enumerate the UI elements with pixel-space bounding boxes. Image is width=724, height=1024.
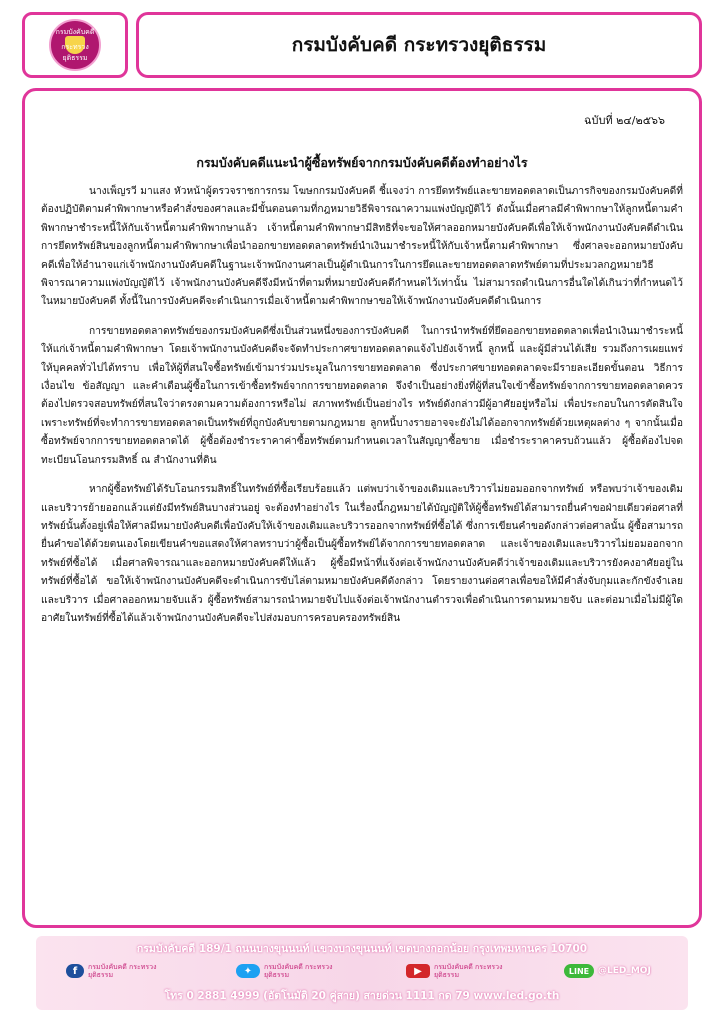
- facebook-icon: f: [66, 964, 84, 978]
- paragraph-1: นางเพ็ญรวี มาแสง หัวหน้าผู้ตรวจราชการกรม โฆษกกรมบังคับคดี ชี้แจงว่า การยึดทรัพย์และขายทอดตลาดเป็นภารกิจของกรมบังคับคดีที่ต้องปฏิบัติตามคำพิพากษาหรือคำสั่งของศาลและมีขั้นตอนตามที่กฎหมายวิธีพิจารณาความแพ่งบัญญัติไว้ ดังนั้นเมื่อศาลมีคำพิพากษาให้ลูกหนี้ตามคำพิพากษาชำระหนี้ให้กับเจ้าหนี้ตามคำพิพากษาแล้ว เจ้าหนี้ตามคำพิพากษามีสิทธิที่จะขอให้ศาลออกหมายบังคับคดีเพื่อให้เจ้าพนักงานบังคับคดีดำเนินการยึดทรัพย์สินของลูกหนี้ตามคำพิพากษาเพื่อนำออกขายทอดตลาดทรัพย์นำเงินมาชำระหนี้ให้กับเจ้าหนี้ตามคำพิพากษา ซึ่งศาลจะออกหมายบังคับคดีเพื่อให้อำนาจแก่เจ้าพนักงานบังคับคดีในฐานะเจ้าพนักงานศาลเป็นผู้ดำเนินการในการยึดและขายทอดตลาดทรัพย์ตามที่ประมวลกฎหมายวิธีพิจารณาความแพ่งบัญญัติไว้ เจ้าพนักงานบังคับคดีจึงมีหน้าที่ตามที่หมายบังคับคดีกำหนดไว้เท่านั้น ไม่สามารถดำเนินการอื่นใดได้เกินว่าที่กำหนดไว้ในหมายบังคับคดี ทั้งนี้ในการบังคับคดีจะดำเนินการเมื่อเจ้าหนี้ตามคำพิพากษาขอให้เจ้าพนักงานบังคับคดีดำเนินการ: [41, 186, 683, 308]
- paragraph-2: การขายทอดตลาดทรัพย์ของกรมบังคับคดีซึ่งเป็นส่วนหนึ่งของการบังคับคดี ในการนำทรัพย์ที่ยึดออกขายทอดตลาดเพื่อนำเงินมาชำระหนี้ให้แก่เจ้าหนี้ตามคำพิพากษา โดยเจ้าพนักงานบังคับคดีจะจัดทำประกาศขายทอดตลาดแจ้งไปยังเจ้าหนี้ ลูกหนี้ และผู้มีส่วนได้เสีย รวมถึงการเผยแพร่ให้บุคคลทั่วไปได้ทราบ เพื่อให้ผู้ที่สนใจซื้อทรัพย์เข้ามาร่วมประมูลในการขายทอดตลาด ซึ่งประกาศขายทอดตลาดจะมีรายละเอียดขั้นตอน วิธีการ เงื่อนไข ข้อสัญญา และคำเตือนผู้ซื้อในการเข้าซื้อทรัพย์จากการขายทอดตลาด จึงจำเป็นอย่างยิ่งที่ผู้ที่สนใจเข้าซื้อทรัพย์จากการขายทอดตลาดควรต้องไปตรวจสอบทรัพย์ที่สนใจว่าตรงตามความต้องการหรือไม่ สภาพทรัพย์เป็นอย่างไร ทรัพย์ดังกล่าวมีผู้อาศัยอยู่หรือไม่ เพื่อประกอบในการตัดสินใจเพราะทรัพย์ที่จะทำการขายทอดตลาดเป็นทรัพย์ที่ถูกบังคับขายตามกฎหมาย ลูกหนี้บางรายอาจจะยังไม่ได้ออกจากทรัพย์ด้วยเหตุผลต่าง ๆ จากนั้นเมื่อซื้อทรัพย์จากการขายทอดตลาดได้ ผู้ซื้อต้องชำระราคาค่าซื้อทรัพย์ตามกำหนดเวลาในสัญญาซื้อขาย เมื่อชำระราคาครบถ้วนแล้ว ผู้ซื้อต้องไปจดทะเบียนโอนกรรมสิทธิ์ ณ สำนักงานที่ดิน: [41, 325, 683, 466]
- youtube-icon: ▶: [406, 964, 430, 978]
- youtube-label: กรมบังคับคดี กระทรวงยุติธรรม: [434, 963, 503, 979]
- header-title-box: [136, 12, 702, 78]
- youtube-link[interactable]: [406, 960, 504, 982]
- seal-emblem: [49, 19, 101, 71]
- line-label: @LED_MOJ: [598, 966, 651, 976]
- document-heading: กรมบังคับคดีแนะนำผู้ซื้อทรัพย์จากกรมบังคับคดีต้องทำอย่างไร: [196, 155, 528, 170]
- twitter-label: กรมบังคับคดี กระทรวงยุติธรรม: [264, 963, 333, 979]
- footer-contact: โทร 0 2881 4999 (อัตโนมัติ 20 คู่สาย) สายด่วน 1111 กด 79 www.led.go.th: [164, 990, 560, 1002]
- facebook-label: กรมบังคับคดี กระทรวงยุติธรรม: [88, 963, 157, 979]
- logo-line-2: กระทรวงยุติธรรม: [61, 43, 89, 62]
- line-link[interactable]: [564, 960, 651, 982]
- document-panel: [22, 88, 702, 928]
- twitter-icon: ✦: [236, 964, 260, 978]
- facebook-link[interactable]: [66, 960, 158, 982]
- department-logo: [22, 12, 128, 78]
- twitter-link[interactable]: [236, 960, 334, 982]
- page-title: กรมบังคับคดี กระทรวงยุติธรรม: [291, 34, 547, 56]
- document-body: [41, 183, 683, 639]
- paragraph-3: หากผู้ซื้อทรัพย์ได้รับโอนกรรมสิทธิ์ในทรัพย์ที่ซื้อเรียบร้อยแล้ว แต่พบว่าเจ้าของเดิมและบริวารไม่ยอมออกจากทรัพย์ หรือพบว่าเจ้าของเดิมและบริวารย้ายออกแล้วแต่ยังมีทรัพย์สินบางส่วนอยู่ จะต้องทำอย่างไร ในเรื่องนี้กฎหมายได้บัญญัติให้ผู้ซื้อทรัพย์ได้สามารถยื่นคำขอฝ่ายเดียวต่อศาลที่ทรัพย์นั้นตั้งอยู่เพื่อให้ศาลมีหมายบังคับคดีเพื่อบังคับให้เจ้าของเดิมและบริวารออกจากทรัพย์ที่ซื้อได้ ซึ่งการเขียนคำขอดังกล่าวต่อศาลนั้น ผู้ซื้อสามารถยื่นคำขอได้ด้วยตนเองโดยเขียนคำขอแสดงให้ศาลทราบว่าผู้ซื้อเป็นผู้ซื้อทรัพย์ได้จากการขายทอดตลาด และเจ้าของเดิมและบริวารไม่ยอมออกจากทรัพย์ที่ซื้อได้ เมื่อศาลพิจารณาและออกหมายบังคับคดีให้แล้ว ผู้ซื้อมีหน้าที่แจ้งต่อเจ้าพนักงานบังคับคดีว่าเจ้าของเดิมและบริวารยังคงอาศัยอยู่ในทรัพย์ที่ซื้อได้ ขอให้เจ้าพนักงานบังคับคดีจะดำเนินการขับไล่ตามหมายบังคับคดีดังกล่าว โดยรายงานต่อศาลเพื่อขอให้มีคำสั่งจับกุมและกักขังจำเลยและบริวาร เมื่อศาลออกหมายจับแล้ว ผู้ซื้อทรัพย์สามารถนำหมายจับไปแจ้งต่อเจ้าพนักงานตำรวจเพื่อดำเนินการตามหมายจับ และต่อมาเมื่อไม่มีผู้ใดอาศัยในทรัพย์ที่ซื้อได้แล้วเจ้าพนักงานบังคับคดีจะไปส่งมอบการครอบครองทรัพย์สิน: [41, 484, 683, 624]
- footer-address: กรมบังคับคดี 189/1 ถนนบางขุนนนท์ แขวงบางขุนนนท์ เขตบางกอกน้อย กรุงเทพมหานคร 10700: [136, 943, 588, 955]
- footer-banner: [36, 936, 688, 1010]
- logo-line-1: กรมบังคับคดี: [55, 28, 95, 36]
- line-icon: LINE: [564, 964, 594, 978]
- document-ref-number: ฉบับที่ ๒๔/๒๕๖๖: [583, 114, 665, 127]
